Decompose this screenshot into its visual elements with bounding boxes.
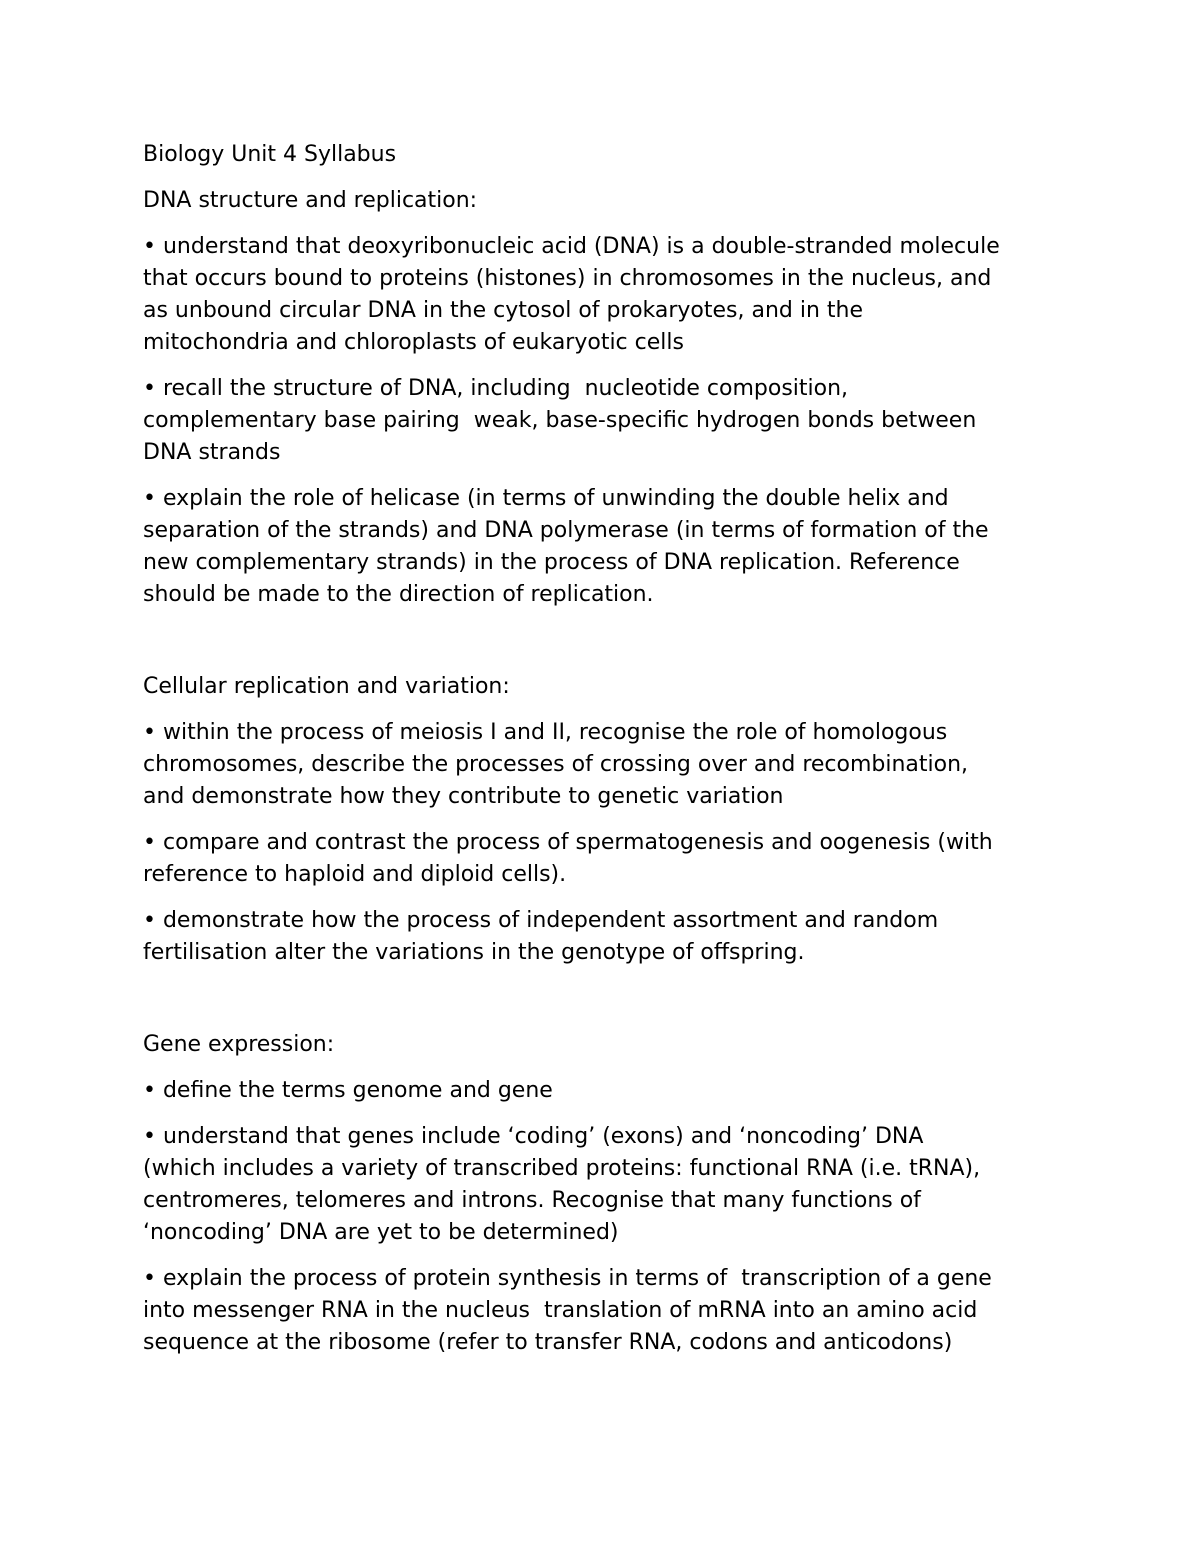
bullet-line: • understand that genes include ‘coding’ (exons) and ‘noncoding’ DNA: [143, 1124, 924, 1149]
bullet-item: [143, 1263, 1083, 1359]
bullet-line: should be made to the direction of replication.: [143, 582, 654, 607]
section-heading: Gene expression:: [143, 1032, 335, 1057]
section-dna-structure: [143, 185, 1083, 611]
bullet-item: [143, 1121, 1083, 1249]
bullet-line: as unbound circular DNA in the cytosol of prokaryotes, and in the: [143, 298, 864, 323]
section-gene-expression: [143, 1029, 1083, 1359]
bullet-line: that occurs bound to proteins (histones) in chromosomes in the nucleus, and: [143, 266, 992, 291]
bullet-line: • understand that deoxyribonucleic acid (DNA) is a double-stranded molecule: [143, 234, 1000, 259]
document-title: Biology Unit 4 Syllabus: [143, 142, 397, 167]
bullet-line: • compare and contrast the process of spermatogenesis and oogenesis (with: [143, 830, 993, 855]
bullet-line: into messenger RNA in the nucleus translation of mRNA into an amino acid: [143, 1298, 978, 1323]
bullet-item: [143, 231, 1083, 359]
bullet-line: mitochondria and chloroplasts of eukaryotic cells: [143, 330, 684, 355]
bullet-line: • within the process of meiosis I and II, recognise the role of homologous: [143, 720, 948, 745]
section-heading: DNA structure and replication:: [143, 188, 478, 213]
section-spacer: [143, 625, 1083, 671]
bullet-item: [143, 827, 1083, 891]
bullet-line: sequence at the ribosome (refer to transfer RNA, codons and anticodons): [143, 1330, 953, 1355]
section-cellular-replication: [143, 671, 1083, 969]
bullet-item: [143, 905, 1083, 969]
document-page: [143, 139, 1083, 1373]
bullet-line: chromosomes, describe the processes of crossing over and recombination,: [143, 752, 969, 777]
bullet-line: • demonstrate how the process of independent assortment and random: [143, 908, 939, 933]
bullet-line: reference to haploid and diploid cells).: [143, 862, 567, 887]
bullet-line: complementary base pairing weak, base-specific hydrogen bonds between: [143, 408, 977, 433]
bullet-line: • define the terms genome and gene: [143, 1078, 553, 1103]
bullet-line: centromeres, telomeres and introns. Recognise that many functions of: [143, 1188, 921, 1213]
bullet-line: • explain the role of helicase (in terms of unwinding the double helix and: [143, 486, 949, 511]
bullet-line: • explain the process of protein synthesis in terms of transcription of a gene: [143, 1266, 992, 1291]
section-heading: Cellular replication and variation:: [143, 674, 510, 699]
bullet-line: (which includes a variety of transcribed proteins: functional RNA (i.e. tRNA),: [143, 1156, 981, 1181]
bullet-line: and demonstrate how they contribute to genetic variation: [143, 784, 784, 809]
bullet-item: [143, 373, 1083, 469]
bullet-line: • recall the structure of DNA, including nucleotide composition,: [143, 376, 849, 401]
bullet-line: DNA strands: [143, 440, 281, 465]
bullet-item: [143, 717, 1083, 813]
bullet-item: [143, 1075, 1083, 1107]
bullet-line: new complementary strands) in the process of DNA replication. Reference: [143, 550, 960, 575]
bullet-line: fertilisation alter the variations in the genotype of offspring.: [143, 940, 805, 965]
bullet-item: [143, 483, 1083, 611]
section-spacer: [143, 983, 1083, 1029]
bullet-line: separation of the strands) and DNA polymerase (in terms of formation of the: [143, 518, 989, 543]
bullet-line: ‘noncoding’ DNA are yet to be determined): [143, 1220, 619, 1245]
